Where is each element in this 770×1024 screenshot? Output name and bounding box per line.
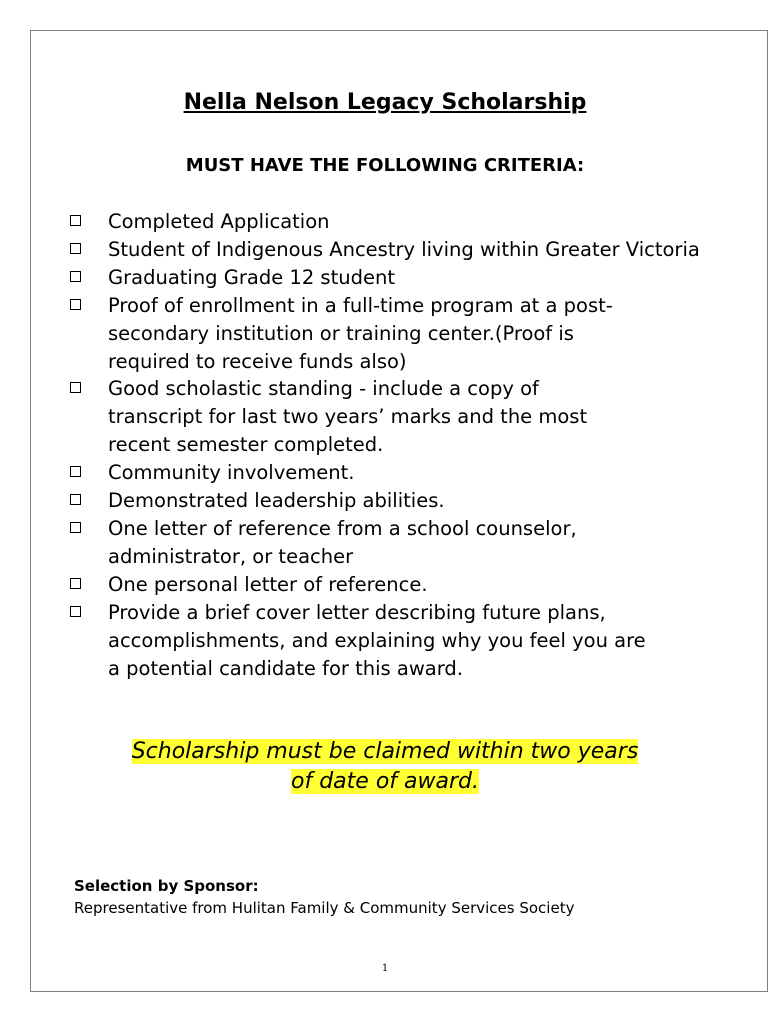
criteria-item [68,208,718,236]
criteria-item-text: Graduating Grade 12 student [108,265,395,289]
criteria-item-text: administrator, or teacher [108,544,354,568]
criteria-item-text: One personal letter of reference. [108,572,428,596]
checkbox-icon [70,215,81,226]
criteria-item-text: Proof of enrollment in a full-time program at a post- [108,293,613,317]
page-title: Nella Nelson Legacy Scholarship [183,90,587,115]
criteria-list [68,208,718,682]
criteria-item-text: Provide a brief cover letter describing future plans, [108,600,606,624]
claim-notice-line-2: of date of award. [291,769,479,794]
criteria-item-text: Community involvement. [108,461,355,485]
criteria-item-text: accomplishments, and explaining why you feel you are [108,628,646,652]
checkbox-icon [70,243,81,254]
claim-notice [0,737,770,797]
checkbox-icon [70,466,81,477]
criteria-item [68,375,718,459]
criteria-item [68,599,718,683]
checkbox-icon [70,271,81,282]
criteria-item-text: One letter of reference from a school counselor, [108,516,577,540]
criteria-item-text: secondary institution or training center.(Proof is [108,321,574,345]
checkbox-icon [70,299,81,310]
criteria-item-text: a potential candidate for this award. [108,656,463,680]
criteria-item-text: transcript for last two years’ marks and the most [108,405,588,429]
checkbox-icon [70,606,81,617]
selection-heading: Selection by Sponsor: [74,877,259,895]
criteria-item-text: required to receive funds also) [108,349,407,373]
criteria-item [68,515,718,571]
criteria-item [68,264,718,292]
criteria-item [68,571,718,599]
selection-text: Representative from Hulitan Family & Community Services Society [74,899,575,917]
criteria-item-text: Completed Application [108,210,330,233]
checkbox-icon [70,382,81,393]
criteria-item-text: Student of Indigenous Ancestry living within Greater Victoria [108,237,700,261]
criteria-item-text: recent semester completed. [108,433,384,457]
criteria-item-text: Demonstrated leadership abilities. [108,489,445,513]
criteria-item-text: Good scholastic standing - include a copy of [108,377,539,401]
checkbox-icon [70,494,81,505]
criteria-heading: MUST HAVE THE FOLLOWING CRITERIA: [185,155,585,176]
criteria-item [68,459,718,487]
claim-notice-line-1: Scholarship must be claimed within two years [131,739,639,764]
checkbox-icon [70,578,81,589]
checkbox-icon [70,522,81,533]
page-number: 1 [381,963,389,974]
criteria-item [68,236,718,264]
criteria-item [68,292,718,376]
criteria-item [68,487,718,515]
